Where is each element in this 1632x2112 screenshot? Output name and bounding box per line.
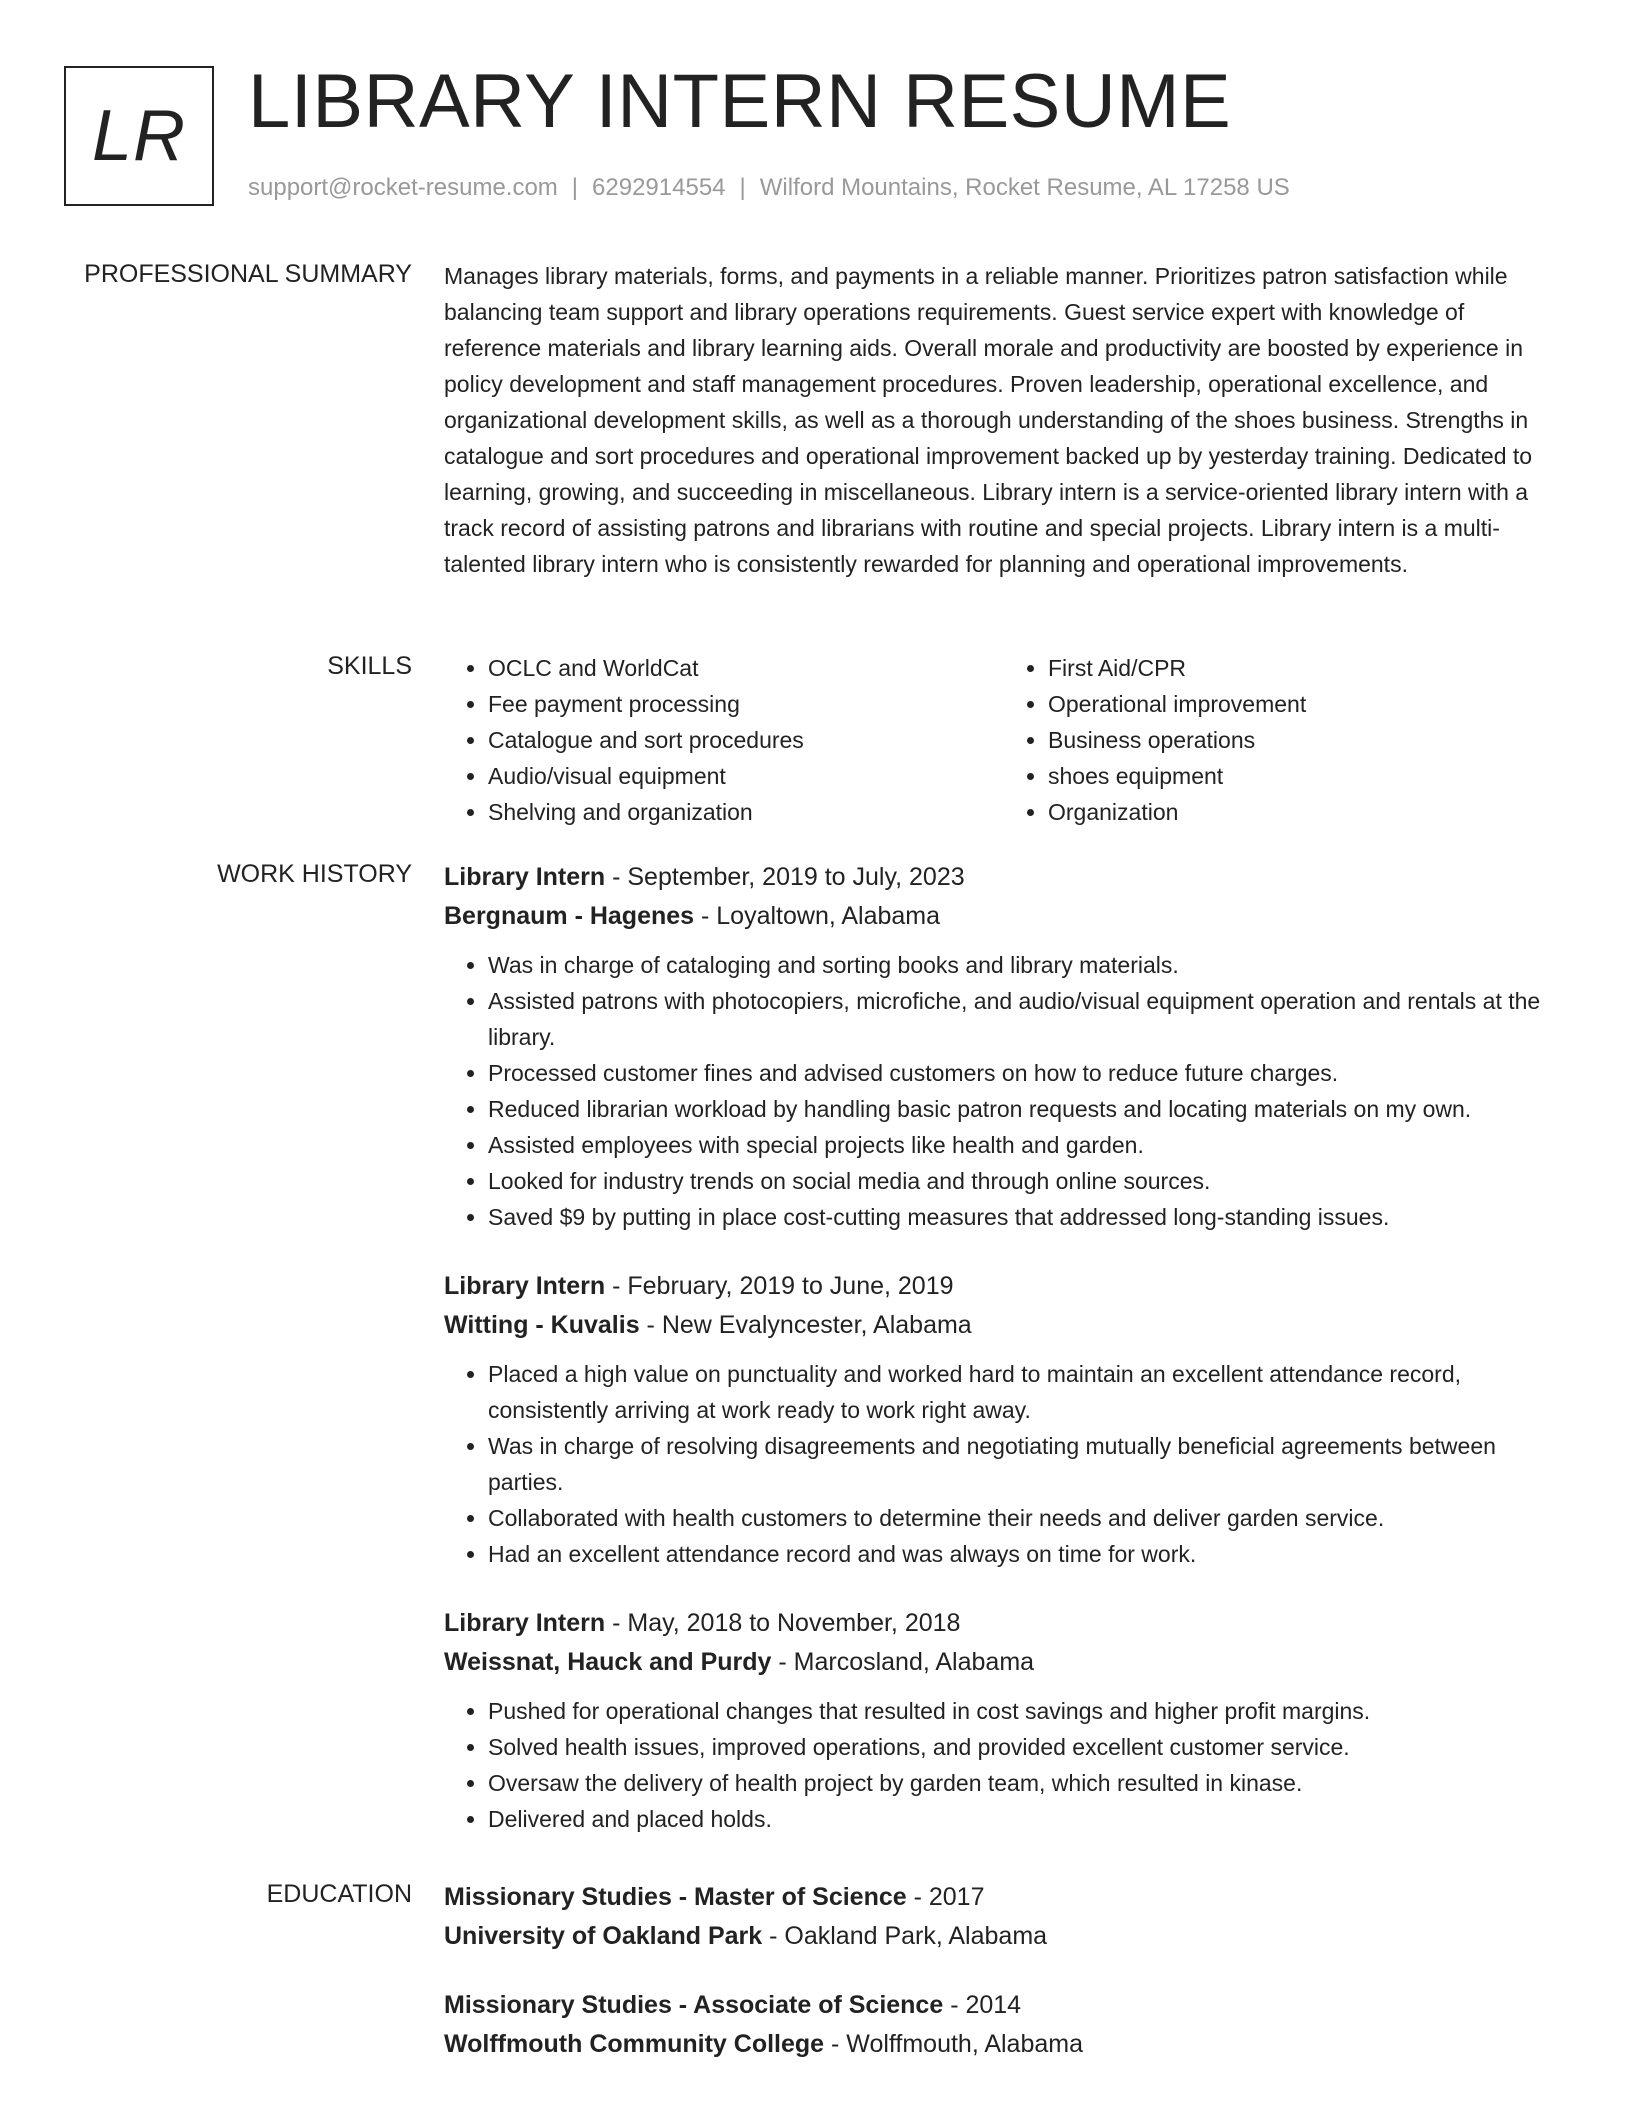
skills-list-right: [1004, 650, 1564, 830]
job-dates: - May, 2018 to November, 2018: [605, 1609, 961, 1637]
summary-content: [444, 258, 1564, 582]
skill-item: • Fee payment processing: [488, 686, 1004, 722]
contact-line: [248, 174, 1290, 202]
job-bullet: • Delivered and placed holds.: [488, 1801, 1564, 1837]
job-title: Library Intern: [444, 1609, 606, 1637]
education-degree: Missionary Studies - Associate of Science: [444, 1991, 944, 2019]
education-label: EDUCATION: [266, 1880, 412, 1908]
skills-content: [444, 650, 1564, 830]
education-school-line: [444, 2025, 1564, 2064]
skill-item: • OCLC and WorldCat: [488, 650, 1004, 686]
job-bullet: • Had an excellent attendance record and was always on time for work.: [488, 1536, 1564, 1572]
job-company: Weissnat, Hauck and Purdy: [444, 1648, 772, 1676]
job-company-line: [444, 1306, 1564, 1345]
monogram-logo: [64, 66, 214, 206]
job-bullet: • Reduced librarian workload by handling basic patron requests and locating materials on my own.: [488, 1091, 1564, 1127]
job-dates: - February, 2019 to June, 2019: [605, 1272, 954, 1300]
skill-item: • Catalogue and sort procedures: [488, 722, 1004, 758]
skill-item: • Operational improvement: [1048, 686, 1564, 722]
education-degree-line: [444, 1878, 1564, 1917]
education-location: - Wolffmouth, Alabama: [824, 2030, 1084, 2058]
job-title-line: [444, 1267, 1564, 1306]
job-bullet: • Was in charge of resolving disagreements and negotiating mutually beneficial agreements between parties.: [488, 1428, 1564, 1500]
job-title-line: [444, 858, 1564, 897]
skill-item: • Shelving and organization: [488, 794, 1004, 830]
skill-item: • Organization: [1048, 794, 1564, 830]
education-year: - 2017: [906, 1883, 985, 1911]
job-bullet: • Assisted employees with special projects like health and garden.: [488, 1127, 1564, 1163]
skill-item: • First Aid/CPR: [1048, 650, 1564, 686]
job-bullet: • Pushed for operational changes that resulted in cost savings and higher profit margins.: [488, 1693, 1564, 1729]
job-bullet: • Oversaw the delivery of health project by garden team, which resulted in kinase.: [488, 1765, 1564, 1801]
education-year: - 2014: [943, 1991, 1022, 2019]
job-entry: [444, 1267, 1564, 1572]
job-company: Witting - Kuvalis: [444, 1311, 640, 1339]
education-degree: Missionary Studies - Master of Science: [444, 1883, 907, 1911]
job-title-line: [444, 1604, 1564, 1643]
skill-item: • shoes equipment: [1048, 758, 1564, 794]
skills-label: SKILLS: [327, 652, 412, 680]
education-entry: [444, 1986, 1564, 2064]
job-bullet: • Was in charge of cataloging and sorting books and library materials.: [488, 947, 1564, 983]
job-bullet-list: [444, 947, 1564, 1235]
job-title: Library Intern: [444, 1272, 606, 1300]
summary-text: Manages library materials, forms, and payments in a reliable manner. Prioritizes patron satisfaction while balancing team support and library operations requirements. Guest service expert with knowledge of reference materials and library learning aids. Overall morale and productivity are boosted by experience in policy development and staff management procedures. Proven leadership, operational excellence, and organizational development skills, as well as a thorough understanding of the shoes business. Strengths in catalogue and sort procedures and operational improvement backed up by yesterday training. Dedicated to learning, growing, and succeeding in miscellaneous. Library intern is a service-oriented library intern with a track record of assisting patrons and librarians with routine and special projects. Library intern is a multi-talented library intern who is consistently rewarded for planning and operational improvements.: [444, 263, 1533, 577]
education-school-line: [444, 1917, 1564, 1956]
education-school: Wolffmouth Community College: [444, 2030, 825, 2058]
job-dates: - September, 2019 to July, 2023: [605, 863, 965, 891]
education-location: - Oakland Park, Alabama: [762, 1922, 1048, 1950]
job-bullet: • Solved health issues, improved operations, and provided excellent customer service.: [488, 1729, 1564, 1765]
job-bullet: • Assisted patrons with photocopiers, microfiche, and audio/visual equipment operation and rentals at the library.: [488, 983, 1564, 1055]
job-location: - Marcosland, Alabama: [771, 1648, 1035, 1676]
skills-list-left: [444, 650, 1004, 830]
work-history-label: WORK HISTORY: [217, 860, 412, 888]
job-location: - New Evalyncester, Alabama: [639, 1311, 972, 1339]
skill-item: • Audio/visual equipment: [488, 758, 1004, 794]
contact-separator: |: [739, 174, 746, 201]
job-bullet: • Looked for industry trends on social media and through online sources.: [488, 1163, 1564, 1199]
job-bullet: • Placed a high value on punctuality and worked hard to maintain an excellent attendance record, consistently arriving at work ready to work right away.: [488, 1356, 1564, 1428]
contact-separator: |: [571, 174, 579, 201]
monogram-initials: LR: [91, 96, 187, 176]
contact-phone[interactable]: 6292914554: [592, 174, 726, 201]
job-bullet-list: [444, 1693, 1564, 1837]
resume-title: LIBRARY INTERN RESUME: [248, 59, 1232, 144]
work-history-content: [444, 858, 1564, 1869]
skill-item: • Business operations: [1048, 722, 1564, 758]
job-bullet: • Collaborated with health customers to determine their needs and deliver garden service.: [488, 1500, 1564, 1536]
job-title: Library Intern: [444, 863, 606, 891]
job-company-line: [444, 1643, 1564, 1682]
job-bullet: • Processed customer fines and advised customers on how to reduce future charges.: [488, 1055, 1564, 1091]
job-bullet-list: [444, 1356, 1564, 1572]
education-degree-line: [444, 1986, 1564, 2025]
education-school: University of Oakland Park: [444, 1922, 763, 1950]
job-location: - Loyaltown, Alabama: [694, 902, 941, 930]
job-entry: [444, 858, 1564, 1235]
education-entry: [444, 1878, 1564, 1956]
contact-email[interactable]: support@rocket-resume.com: [248, 174, 558, 201]
education-content: [444, 1878, 1564, 2094]
contact-address: Wilford Mountains, Rocket Resume, AL 17258 US: [759, 174, 1290, 201]
job-entry: [444, 1604, 1564, 1837]
summary-label: PROFESSIONAL SUMMARY: [84, 260, 412, 288]
job-company-line: [444, 897, 1564, 936]
job-bullet: • Saved $9 by putting in place cost-cutting measures that addressed long-standing issues.: [488, 1199, 1564, 1235]
job-company: Bergnaum - Hagenes: [444, 902, 695, 930]
